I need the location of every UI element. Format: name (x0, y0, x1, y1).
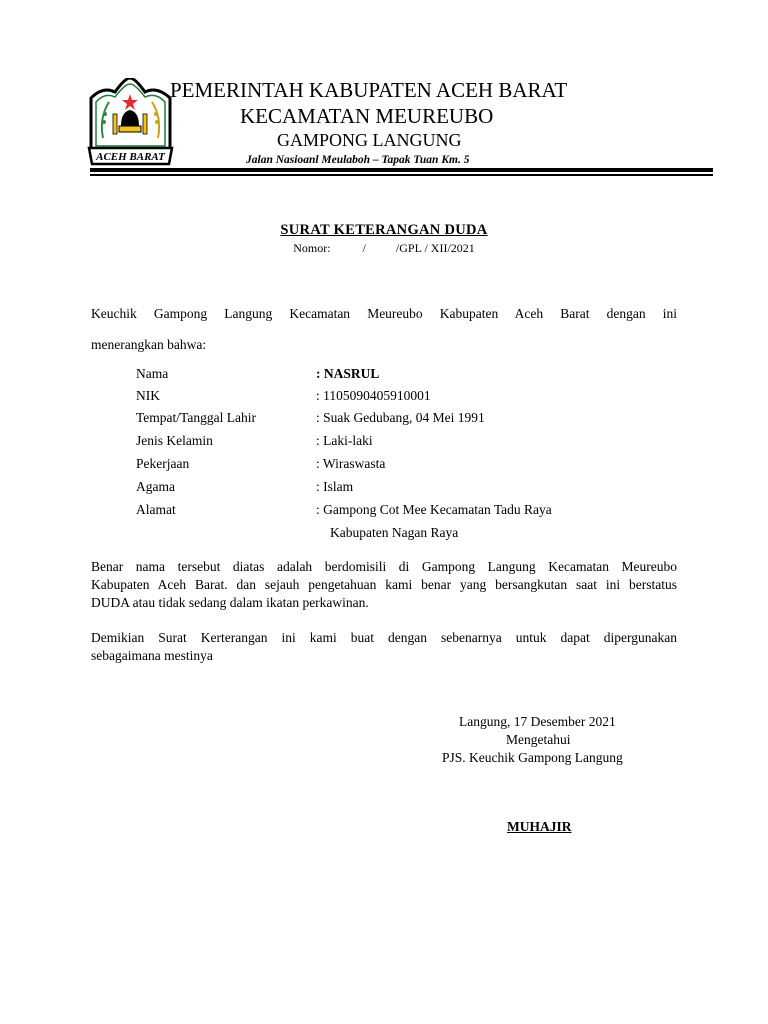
signature-mengetahui: Mengetahui (506, 732, 571, 747)
header-rule-thick (90, 168, 713, 172)
field-value: : Wiraswasta (316, 456, 386, 471)
nomor-suffix: /GPL / XII/2021 (395, 241, 475, 255)
field-value: : Suak Gedubang, 04 Mei 1991 (316, 410, 485, 425)
signature-name: MUHAJIR (507, 819, 572, 834)
body-paragraph-2-line-1: Demikian Surat Kerterangan ini kami buat dengan sebenarnya untuk dapat dipergunakan (91, 630, 677, 645)
field-value: : Islam (316, 479, 354, 494)
intro-line-2: menerangkan bahwa: (91, 337, 207, 352)
header-line-1: PEMERINTAH KABUPATEN ACEH BARAT (170, 78, 568, 102)
field-label: Jenis Kelamin (136, 433, 213, 448)
field-value: : Gampong Cot Mee Kecamatan Tadu Raya (316, 502, 552, 517)
nomor-separator: / (362, 241, 366, 255)
field-value: : Laki-laki (316, 433, 373, 448)
document-title: SURAT KETERANGAN DUDA (280, 222, 488, 238)
field-alamat-continuation: Kabupaten Nagan Raya (330, 525, 459, 540)
field-label: NIK (136, 388, 160, 403)
body-paragraph-1-line-1: Benar nama tersebut diatas adalah berdomisili di Gampong Langung Kecamatan Meureubo (91, 559, 677, 574)
aceh-barat-logo (83, 78, 178, 168)
body-paragraph-2-line-2: sebagaimana mestinya (91, 648, 213, 663)
field-label: Alamat (136, 502, 176, 517)
signature-position: PJS. Keuchik Gampong Langung (442, 750, 623, 765)
body-paragraph-1-line-2: Kabupaten Aceh Barat. dan sejauh pengetahuan kami benar yang bersangkutan saat ini berstatus (91, 577, 677, 592)
field-value: : 1105090405910001 (316, 388, 431, 403)
field-label: Nama (136, 366, 169, 381)
field-label: Pekerjaan (136, 456, 190, 471)
field-label: Agama (136, 479, 175, 494)
header-line-3: GAMPONG LANGUNG (277, 130, 462, 150)
header-rule-thin (90, 174, 713, 176)
header-address: Jalan Nasioanl Meulaboh – Tapak Tuan Km. 5 (246, 154, 470, 166)
document-number (0, 241, 768, 256)
intro-line-1: Keuchik Gampong Langung Kecamatan Meureubo Kabupaten Aceh Barat dengan ini (91, 306, 677, 321)
header-line-2: KECAMATAN MEUREUBO (240, 104, 494, 128)
nomor-label: Nomor: (293, 241, 331, 255)
field-value: : NASRUL (316, 366, 380, 381)
signature-place-date: Langung, 17 Desember 2021 (459, 714, 616, 729)
body-paragraph-1-line-3: DUDA atau tidak sedang dalam ikatan perkawinan. (91, 595, 369, 610)
field-label: Tempat/Tanggal Lahir (136, 410, 256, 425)
svg-text:ACEH BARAT: ACEH BARAT (96, 151, 165, 163)
